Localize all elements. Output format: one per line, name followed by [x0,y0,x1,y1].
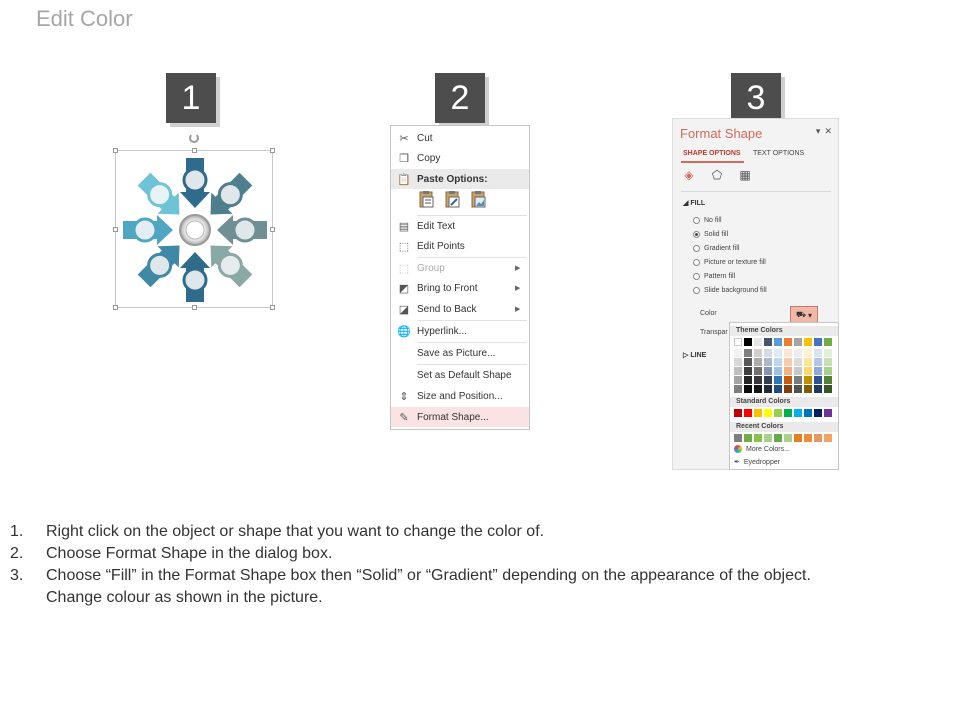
instruction-step-3 [10,565,950,587]
menu-item-edit-points[interactable] [391,236,529,256]
radio-label: Solid fill [704,231,729,238]
paste-options-row [417,190,489,210]
menu-item-cut[interactable] [391,128,529,148]
pane-title: Format Shape [680,126,763,141]
theme-shade-swatch[interactable] [794,376,802,384]
theme-shade-swatch[interactable] [824,358,832,366]
step-text: Right click on the object or shape that you want to change the color of. [46,523,545,540]
selected-shape[interactable] [115,150,273,308]
recent-color-swatch[interactable] [784,434,792,442]
context-menu [390,125,530,430]
recent-color-swatch[interactable] [734,434,742,442]
step-number: 1. [10,523,24,540]
menu-item-label: Cut [417,132,433,144]
step-number: 2. [10,545,24,562]
step-badge-1: 1 [166,73,216,123]
color-wheel-icon [734,445,742,453]
send-back-icon: ◪ [398,303,410,316]
standard-colors-header: Standard Colors [730,397,838,407]
theme-shade-swatch[interactable] [734,376,742,384]
theme-color-swatch[interactable] [744,338,752,346]
recent-color-swatch[interactable] [794,434,802,442]
standard-color-swatch[interactable] [824,409,832,417]
chevron-down-icon: ◢ [683,200,689,207]
radio-button[interactable] [693,287,700,294]
instruction-step-3-continued [10,587,950,609]
paste-merge-icon[interactable] [443,190,463,210]
submenu-arrow-icon: ▶ [515,306,521,313]
theme-shade-swatch[interactable] [804,385,812,393]
recent-color-swatch[interactable] [804,434,812,442]
instruction-step-2 [10,543,950,565]
radio-button[interactable] [693,231,700,238]
radio-label: Pattern fill [704,273,736,280]
theme-shade-swatch[interactable] [824,349,832,357]
color-palette-dropdown [729,322,839,470]
theme-shade-swatch[interactable] [744,376,752,384]
fill-section-header[interactable] [683,199,705,207]
theme-shade-swatch[interactable] [784,385,792,393]
theme-shade-swatch[interactable] [734,349,742,357]
recent-color-swatch[interactable] [764,434,772,442]
menu-item-label: Hyperlink... [417,325,468,337]
theme-shade-swatch[interactable] [764,367,772,375]
theme-color-swatch[interactable] [764,338,772,346]
tab-text-options[interactable]: TEXT OPTIONS [753,150,805,157]
instructions-list [10,521,950,609]
radio-label: Slide background fill [704,287,767,294]
theme-shade-swatch[interactable] [734,367,742,375]
submenu-arrow-icon: ▶ [515,265,521,272]
menu-item-label: Send to Back [417,303,477,315]
theme-shade-swatch[interactable] [744,358,752,366]
theme-shade-swatch[interactable] [754,349,762,357]
theme-shade-swatch[interactable] [774,385,782,393]
pane-options-icon[interactable]: ▾ [815,126,821,136]
radio-gradient-fill[interactable] [693,245,739,252]
eyedropper-icon: ✒ [734,459,740,466]
close-icon[interactable]: ✕ [824,126,832,136]
theme-color-swatch[interactable] [734,338,742,346]
radio-slide-background-fill[interactable] [693,287,767,294]
paste-picture-icon[interactable] [469,190,489,210]
menu-item-label: Edit Text [417,220,456,232]
standard-color-swatch[interactable] [744,409,752,417]
theme-shade-swatch[interactable] [764,349,772,357]
menu-item-label: Group [417,262,445,274]
size-position-icon: ⇕ [399,390,409,403]
theme-color-swatch[interactable] [814,338,822,346]
menu-item-group[interactable] [391,258,529,278]
theme-color-swatch[interactable] [784,338,792,346]
standard-color-swatch[interactable] [774,409,782,417]
theme-shade-swatch[interactable] [824,367,832,375]
menu-item-label: Edit Points [417,240,465,252]
theme-shade-swatch[interactable] [764,376,772,384]
standard-color-swatch[interactable] [814,409,822,417]
theme-shade-swatch[interactable] [754,358,762,366]
menu-header-paste-options [391,169,529,189]
menu-item-label: Copy [417,152,441,164]
theme-shade-swatch[interactable] [794,349,802,357]
menu-item-set-default-shape[interactable] [391,365,529,385]
theme-shade-swatch[interactable] [734,358,742,366]
recent-color-swatch[interactable] [824,434,832,442]
arrow-cluster-graphic [116,151,274,309]
theme-shade-swatch[interactable] [794,367,802,375]
theme-shade-swatch[interactable] [814,367,822,375]
menu-item-label: Format Shape... [417,411,489,423]
theme-shade-swatch[interactable] [824,385,832,393]
recent-color-swatch[interactable] [754,434,762,442]
globe-link-icon: 🌐 [397,325,411,338]
theme-shade-swatch[interactable] [734,385,742,393]
menu-item-label: Save as Picture... [417,347,496,359]
theme-shade-swatch[interactable] [814,385,822,393]
recent-color-swatch[interactable] [744,434,752,442]
instruction-step-1 [10,521,950,543]
menu-item-copy[interactable] [391,148,529,168]
menu-item-label: Set as Default Shape [417,369,512,381]
theme-shade-swatch[interactable] [754,376,762,384]
radio-button[interactable] [693,217,700,224]
theme-shade-swatch[interactable] [774,349,782,357]
section-label: LINE [690,352,707,359]
theme-shade-swatch[interactable] [784,349,792,357]
theme-shade-swatch[interactable] [824,376,832,384]
size-properties-icon[interactable]: ▦ [739,168,751,182]
standard-color-swatch[interactable] [784,409,792,417]
paint-bucket-icon: ⛟ [795,310,807,319]
radio-button[interactable] [693,273,700,280]
theme-color-swatch[interactable] [804,338,812,346]
format-shape-icon: ✎ [399,411,409,424]
eyedropper-item[interactable] [734,458,780,466]
theme-shade-swatch[interactable] [774,376,782,384]
menu-item-edit-text[interactable] [391,216,529,236]
effects-icon[interactable]: ⬠ [711,168,723,182]
line-section-header[interactable] [683,351,706,359]
theme-shade-swatch[interactable] [784,376,792,384]
section-label: FILL [690,200,706,207]
recent-colors-header: Recent Colors [730,422,838,432]
radio-label: No fill [704,217,722,224]
theme-shade-swatch[interactable] [744,367,752,375]
tab-shape-options[interactable]: SHAPE OPTIONS [683,150,741,157]
scissors-icon: ✂ [399,132,409,145]
divider [681,191,831,192]
edit-points-icon: ⬚ [398,240,410,253]
menu-item-label: Paste Options: [417,173,488,185]
step-text: Choose “Fill” in the Format Shape box then “Solid” or “Gradient” depending on the appearance of the object. [46,567,811,584]
theme-shade-swatch[interactable] [814,376,822,384]
theme-shade-swatch[interactable] [774,358,782,366]
theme-shade-swatch[interactable] [764,385,772,393]
menu-item-hyperlink[interactable] [391,321,529,341]
radio-label: Gradient fill [704,245,740,252]
step-text: Choose Format Shape in the dialog box. [46,545,333,562]
theme-shade-swatch[interactable] [804,349,812,357]
theme-shade-swatch[interactable] [804,376,812,384]
theme-shade-swatch[interactable] [794,385,802,393]
bring-front-icon: ◩ [398,282,410,295]
eyedropper-label: Eyedropper [743,458,781,466]
radio-button[interactable] [693,259,700,266]
menu-item-send-to-back[interactable] [391,299,529,319]
more-colors-label: More Colors... [746,445,790,453]
radio-button[interactable] [693,245,700,252]
chevron-right-icon: ▷ [683,352,689,359]
step-badge-3: 3 [731,73,781,123]
theme-color-swatch[interactable] [774,338,782,346]
color-label: Color [700,310,717,317]
theme-shade-swatch[interactable] [764,358,772,366]
paste-keep-formatting-icon[interactable] [417,190,437,210]
theme-shade-swatch[interactable] [804,358,812,366]
menu-item-save-as-picture[interactable] [391,343,529,363]
theme-shade-swatch[interactable] [784,367,792,375]
clipboard-icon: 📋 [397,173,411,186]
more-colors-item[interactable] [734,445,790,453]
theme-color-swatch[interactable] [794,338,802,346]
fill-line-icon[interactable]: ◈ [684,168,694,182]
theme-shade-swatch[interactable] [744,385,752,393]
theme-color-swatch[interactable] [754,338,762,346]
recent-color-swatch[interactable] [774,434,782,442]
theme-shade-swatch[interactable] [794,358,802,366]
radio-picture-fill[interactable] [693,259,766,266]
theme-shade-swatch[interactable] [784,358,792,366]
standard-color-swatch[interactable] [804,409,812,417]
step-badge-2: 2 [435,73,485,123]
submenu-arrow-icon: ▶ [515,285,521,292]
standard-color-swatch[interactable] [764,409,772,417]
standard-color-swatch[interactable] [754,409,762,417]
radio-no-fill[interactable] [693,217,722,224]
menu-item-label: Bring to Front [417,282,478,294]
standard-color-swatch[interactable] [794,409,802,417]
standard-color-swatch[interactable] [734,409,742,417]
theme-shade-swatch[interactable] [754,367,762,375]
menu-item-size-position[interactable] [391,386,529,406]
theme-color-swatch[interactable] [824,338,832,346]
step-text: Change colour as shown in the picture. [46,589,323,606]
menu-item-bring-to-front[interactable] [391,278,529,298]
menu-item-label: Size and Position... [417,390,503,402]
copy-icon: ❐ [399,152,409,165]
theme-shade-swatch[interactable] [744,349,752,357]
active-tab-indicator [681,161,744,163]
menu-item-format-shape[interactable] [391,407,529,427]
dropdown-arrow-icon: ▾ [808,310,813,320]
theme-shade-swatch[interactable] [804,367,812,375]
recent-color-swatch[interactable] [814,434,822,442]
theme-colors-header: Theme Colors [730,326,838,336]
radio-label: Picture or texture fill [704,259,766,266]
slide-title: Edit Color [36,6,133,31]
radio-pattern-fill[interactable] [693,273,735,280]
edit-text-icon: ▤ [398,220,410,233]
theme-shade-swatch[interactable] [774,367,782,375]
transparency-label: Transpar [700,329,728,336]
radio-solid-fill[interactable] [693,231,728,238]
group-icon: ⬚ [398,262,410,275]
theme-shade-swatch[interactable] [814,349,822,357]
step-number: 3. [10,567,24,584]
rotate-handle-icon[interactable] [189,133,199,143]
theme-shade-swatch[interactable] [814,358,822,366]
theme-shade-swatch[interactable] [754,385,762,393]
